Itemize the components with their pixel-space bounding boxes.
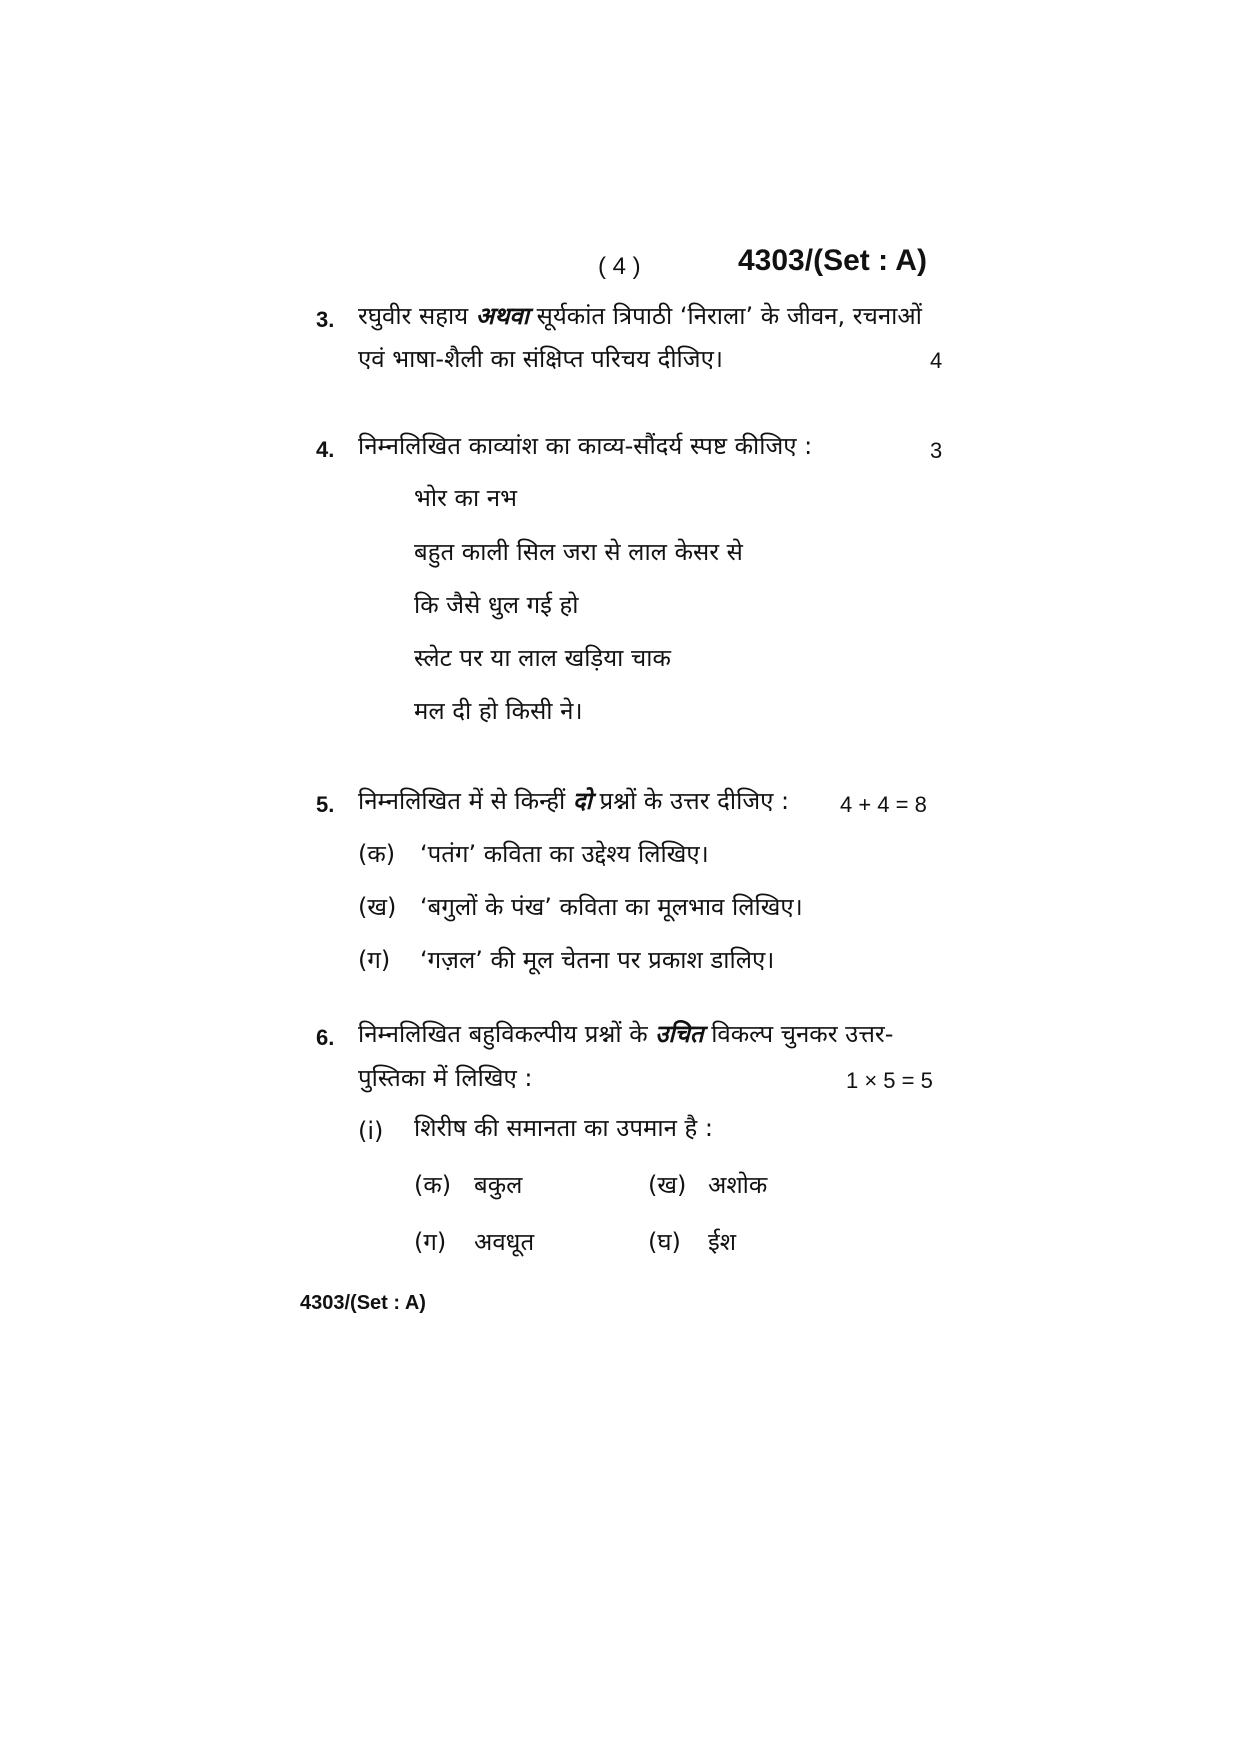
option-text: अशोक <box>708 1171 768 1199</box>
question-6-line-2: पुस्तिका में लिखिए : <box>358 1064 533 1092</box>
question-3-number: 3. <box>316 307 335 332</box>
sub-question-text: ‘पतंग’ कविता का उद्देश्य लिखिए। <box>420 840 709 868</box>
sub-question-text: ‘बगुलों के पंख’ कविता का मूलभाव लिखिए। <box>420 893 803 921</box>
question-3-text-b: सूर्यकांत त्रिपाठी ‘निराला’ के जीवन, रचनाओं <box>528 302 922 330</box>
option-label: (ख) <box>648 1171 687 1199</box>
question-6-marks: 1 × 5 = 5 <box>846 1068 933 1093</box>
question-5-marks: 4 + 4 = 8 <box>840 792 927 817</box>
question-6-text-b: विकल्प चुनकर उत्तर- <box>703 1020 894 1048</box>
option-text: अवधूत <box>474 1228 535 1256</box>
footer-paper-code: 4303/(Set : A) <box>300 1292 426 1314</box>
option-label: (ख) <box>358 893 397 921</box>
option-label: (क) <box>358 840 396 868</box>
question-5-emphasis: दो <box>572 787 592 815</box>
question-3-text-a: रघुवीर सहाय <box>358 302 476 330</box>
poem-line: भोर का नभ <box>414 484 518 512</box>
question-4-text: निम्नलिखित काव्यांश का काव्य-सौंदर्य स्पष्ट कीजिए : <box>358 432 813 460</box>
question-3-marks: 4 <box>930 348 943 373</box>
poem-line: स्लेट पर या लाल खड़िया चाक <box>414 644 671 672</box>
option-label: (घ) <box>648 1228 681 1256</box>
question-3-line-1 <box>358 302 922 331</box>
question-5-number: 5. <box>316 792 335 817</box>
poem-line: मल दी हो किसी ने। <box>414 697 583 725</box>
option-text: ईश <box>708 1228 737 1256</box>
question-4-number: 4. <box>316 437 335 462</box>
question-3-line-2: एवं भाषा-शैली का संक्षिप्त परिचय दीजिए। <box>358 345 723 373</box>
question-6-text-a: निम्नलिखित बहुविकल्पीय प्रश्नों के <box>358 1020 656 1048</box>
question-5-text-a: निम्नलिखित में से किन्हीं <box>358 787 573 815</box>
question-6-emphasis: उचित <box>655 1020 704 1048</box>
poem-line: बहुत काली सिल जरा से लाल केसर से <box>414 538 743 566</box>
question-4-marks: 3 <box>930 438 943 463</box>
question-6-line-1 <box>358 1020 893 1049</box>
option-label: (ग) <box>358 946 391 974</box>
option-label: (ग) <box>414 1228 447 1256</box>
sub-question-label: (i) <box>358 1117 384 1145</box>
question-3-emphasis: अथवा <box>475 302 529 330</box>
question-5-text <box>358 787 789 816</box>
paper-code: 4303/(Set : A) <box>738 244 927 277</box>
sub-question-text: शिरीष की समानता का उपमान है : <box>414 1114 714 1142</box>
poem-line: कि जैसे धुल गई हो <box>414 591 579 619</box>
option-label: (क) <box>414 1171 452 1199</box>
sub-question-text: ‘गज़ल’ की मूल चेतना पर प्रकाश डालिए। <box>420 946 775 974</box>
question-6-number: 6. <box>316 1025 335 1050</box>
page-number: ( 4 ) <box>598 253 641 280</box>
option-text: बकुल <box>474 1171 523 1199</box>
question-5-text-b: प्रश्नों के उत्तर दीजिए : <box>591 787 790 815</box>
